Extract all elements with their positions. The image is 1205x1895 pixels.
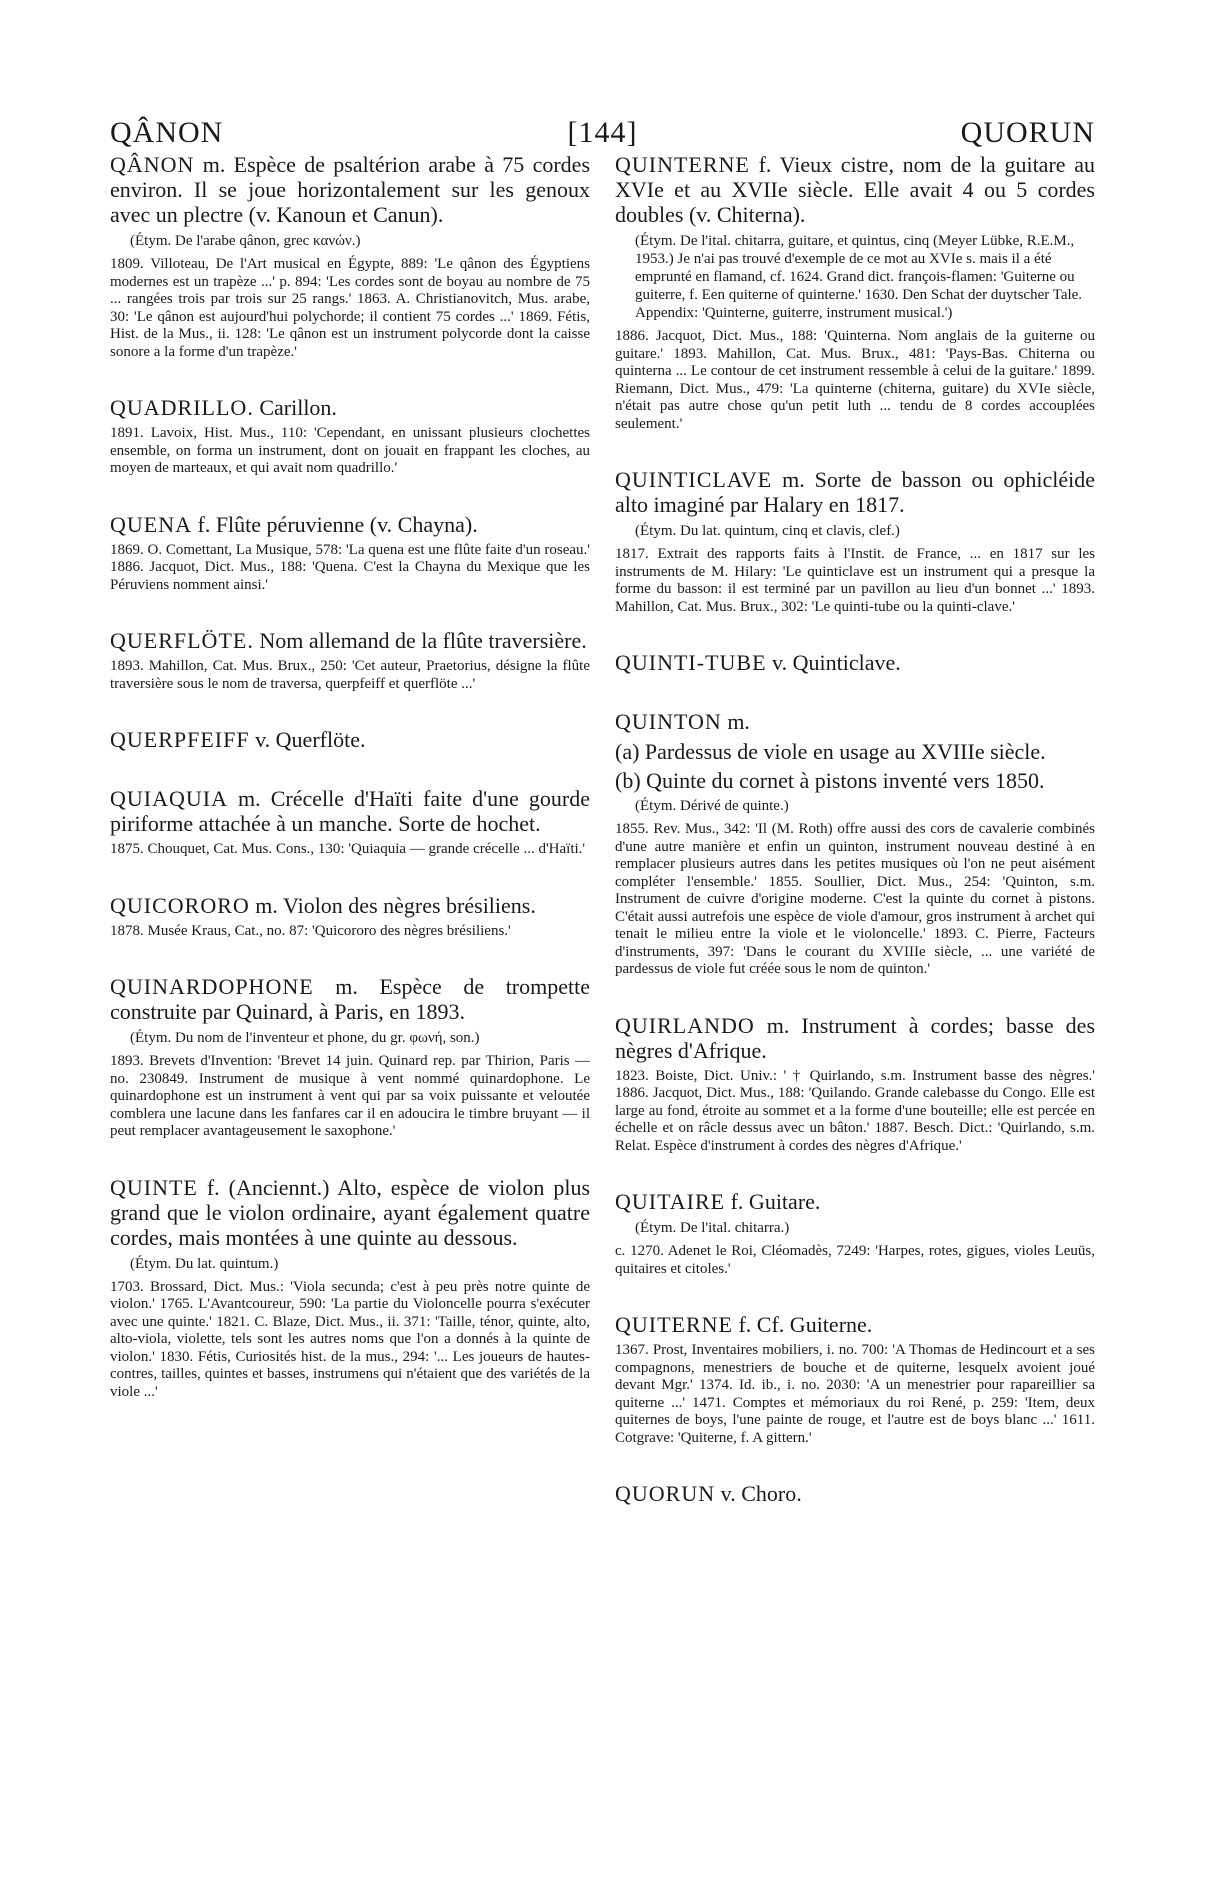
headword: QUENA xyxy=(110,511,192,537)
citations: 1878. Musée Kraus, Cat., no. 87: 'Quicororo des nègres brésiliens.' xyxy=(110,922,511,939)
entry-quinardophone xyxy=(110,974,590,1141)
definition: Carillon. xyxy=(259,395,337,420)
entry-quiaquia xyxy=(110,786,590,859)
citations: 1869. O. Comettant, La Musique, 578: 'La quena est une flûte faite d'un roseau.' 1886. Jacquot, Dict. Mus., 188: 'Quena. C'est la Chayna du Mexique que les Péruviens nomment ainsi.' xyxy=(110,541,590,593)
definition: v. Querflöte. xyxy=(255,727,366,752)
etymology: (Étym. De l'ital. chitarra.) xyxy=(635,1220,790,1236)
definition: m. Instrument à cordes; basse des nègres d'Afrique. xyxy=(615,1012,1096,1063)
headword: QUINTON xyxy=(615,709,722,734)
definition: m. xyxy=(727,709,750,734)
citations: 1891. Lavoix, Hist. Mus., 110: 'Cependant, en unissant plusieurs clochettes ensemble, on forma un instrument, dont on jouait en frappant les cloches, au moyen de marteaux, et qui avait nom quadrillo.' xyxy=(110,425,590,476)
headword: QUINTI-TUBE xyxy=(615,650,767,675)
headword: QUERPFEIFF xyxy=(110,727,250,752)
definition: v. Quinticlave. xyxy=(772,650,901,675)
citations: 1875. Chouquet, Cat. Mus. Cons., 130: 'Quiaquia — grande crécelle ... d'Haïti.' xyxy=(110,841,586,857)
headword: QUINTERNE xyxy=(615,152,750,177)
sense-b: (b) Quinte du cornet à pistons inventé vers 1850. xyxy=(615,768,1045,793)
entry-quiterne xyxy=(615,1312,1095,1447)
headword: QUIRLANDO xyxy=(615,1012,755,1038)
etymology: (Étym. Dérivé de quinte.) xyxy=(635,798,789,814)
entry-qanon xyxy=(110,152,590,361)
headword: QUINTICLAVE xyxy=(615,467,773,492)
etymology: (Étym. De l'arabe qânon, grec κανών.) xyxy=(130,233,361,249)
definition: m. Crécelle d'Haïti faite d'une gourde piriforme attachée à un manche. Sorte de hochet. xyxy=(110,786,591,836)
headword: QUERFLÖTE. xyxy=(110,628,254,653)
definition: f. Vieux cistre, nom de la guitare au XVIe et au XVIIe siècle. Elle avait 4 ou 5 cordes doubles (v. Chiterna). xyxy=(615,152,1095,227)
citations: 1823. Boiste, Dict. Univ.: ' † Quirlando, s.m. Instrument basse des nègres.' 1886. Jacquot, Dict. Mus., 188: 'Quilando. Grande calebasse du Congo. Elle est large au fond, étroite au sommet et a la forme d'une bouteille; elle est percée en échelle et on râcle dessus avec un bâton.' 1887. Besch. Dict.: 'Quirlando, s.m. Relat. Espèce d'instrument à cordes des nègres d'Afrique.' xyxy=(615,1067,1095,1154)
headword: QUICORORO xyxy=(110,892,250,918)
headword: QUORUN xyxy=(615,1481,716,1506)
headword: QUADRILLO. xyxy=(110,395,254,420)
headword: QÂNON xyxy=(110,152,195,177)
definition: f. (Anciennt.) Alto, espèce de violon plus grand que le violon ordinaire, ayant également quatre cordes, mais montées à une quinte au dessous. xyxy=(110,1174,591,1250)
entry-quinterne xyxy=(615,152,1095,433)
etymology: (Étym. Du lat. quintum, cinq et clavis, clef.) xyxy=(635,523,900,539)
definition: f. Guitare. xyxy=(730,1189,821,1214)
etymology: (Étym. De l'ital. chitarra, guitare, et quintus, cinq (Meyer Lübke, R.E.M., 1953.) Je n'ai pas trouvé d'exemple de ce mot au XVIe s. mais il a été emprunté en flamand, cf. 1624. Grand dict. françois-flamen: 'Guiterne ou guiterre, f. Een quiterne of quinterne.' 1630. Den Schat der duytscher Tale. Appendix: 'Quinterne, guiterre, instrument musical.') xyxy=(635,233,1083,321)
entry-quena xyxy=(110,512,590,595)
citations: 1367. Prost, Inventaires mobiliers, i. no. 700: 'A Thomas de Hedincourt et a ses compagnons, menestriers de bouche et de quiterne, lesquelx avoient joué devant Mgr.' 1374. Id. ib., i. no. 2030: 'A un menestrier pour rapareillier sa quiterne ...' 1471. Comptes et mémoriaux du roi René, p. 259: 'Item, deux quiternes de boys, l'une painte de rouge, et l'autre est de boys blanc ...' 1611. Cotgrave: 'Quiterne, f. A gittern.' xyxy=(615,1342,1095,1446)
entry-quinticlave xyxy=(615,467,1095,616)
entry-quicororo xyxy=(110,893,590,941)
entry-quorun xyxy=(615,1481,1095,1506)
etymology: (Étym. Du lat. quintum.) xyxy=(130,1255,279,1272)
definition: m. Espèce de psaltérion arabe à 75 cordes environ. Il se joue horizontalement sur les genoux avec un plectre (v. Kanoun et Canun). xyxy=(110,152,590,227)
entry-quinti-tube xyxy=(615,650,1095,675)
entry-quadrillo xyxy=(110,395,590,478)
entry-quirlando xyxy=(615,1013,1095,1156)
citations: 1809. Villoteau, De l'Art musical en Égypte, 889: 'Le qânon des Égyptiens modernes est un trapèze ...' p. 894: 'Les cordes sont de boyau au nombre de 75 ... rangées trois par trois sur 25 rangs.' 1863. A. Christianovitch, Mus. arabe, 30: 'Le qânon est aujourd'hui polychorde; il contient 75 cordes ...' 1869. Fétis, Hist. de la Mus., ii. 128: 'Le qânon est un instrument polycorde dont la caisse sonore a la forme d'un trapèze.' xyxy=(110,256,590,360)
definition: f. Flûte péruvienne (v. Chayna). xyxy=(197,511,478,537)
entry-quitaire xyxy=(615,1189,1095,1278)
sense-a: (a) Pardessus de viole en usage au XVIIIe siècle. xyxy=(615,739,1046,764)
entry-querflote xyxy=(110,628,590,693)
definition: m. Violon des nègres brésiliens. xyxy=(255,892,536,918)
etymology: (Étym. Du nom de l'inventeur et phone, du gr. φωνή, son.) xyxy=(130,1030,480,1046)
entry-quinton xyxy=(615,709,1095,979)
headword: QUINARDOPHONE xyxy=(110,974,314,999)
citations: c. 1270. Adenet le Roi, Cléomadès, 7249: 'Harpes, rotes, gigues, violes Leuüs, quitaires et citoles.' xyxy=(615,1243,1095,1277)
citations: 1893. Mahillon, Cat. Mus. Brux., 250: 'Cet auteur, Praetorius, désigne la flûte traversière sous le nom de traversa, querpfeiff et querflöte ...' xyxy=(110,658,590,692)
headword: QUINTE xyxy=(110,1174,198,1200)
definition: v. Choro. xyxy=(720,1481,802,1506)
citations: 1886. Jacquot, Dict. Mus., 188: 'Quinterna. Nom anglais de la guiterne ou guitare.' 1893. Mahillon, Cat. Mus. Brux., 481: 'Pays-Bas. Chiterna ou quinterna ... Le contour de cet instrument ressemble à celui de la guitare.' 1899. Riemann, Dict. Mus., 479: 'La quinterne (chiterna, guitare) du XVIe siècle, n'était pas autre chose qu'un petit luth ... tendu de 8 cordes accouplées seulement.' xyxy=(615,328,1095,432)
headword: QUIAQUIA xyxy=(110,786,228,811)
citations: 1893. Brevets d'Invention: 'Brevet 14 juin. Quinard rep. par Thirion, Paris — no. 230849. Instrument de musique à vent nommé quinardophone. Le quinardophone est un instrument à vent qui par sa voix puissante et veloutée comblera une lacune dans les fanfares car il en adoucira le timbre bruyant — il peut remplacer avantageusement le saxophone.' xyxy=(110,1053,590,1139)
entry-querpfeiff xyxy=(110,727,590,752)
page-number: [144] xyxy=(567,116,638,149)
definition: m. Sorte de basson ou ophicléide alto imaginé par Halary en 1817. xyxy=(615,467,1095,517)
citations: 1855. Rev. Mus., 342: 'Il (M. Roth) offre aussi des cors de cavalerie combinés d'une autre manière et enfin un quinton, instrument nouveau destiné à en remplacer plusieurs autres dans les petites musiques où l'on ne peut aisément compléter l'ensemble.' 1855. Soullier, Dict. Mus., 254: 'Quinton, s.m. Instrument de cuivre d'origine moderne. C'est la quinte du cornet à pistons. C'était aussi autrefois une espèce de viole d'amour, gros instrument à archet qui tenait le milieu entre la viole et le violoncelle.' 1893. C. Pierre, Facteurs d'instruments, 397: 'Dans le courant du XVIIIe siècle, ... une variété de pardessus de viole fut créée sous le nom de quinton.' xyxy=(615,821,1095,977)
definition: f. Cf. Guiterne. xyxy=(738,1312,873,1337)
citations: 1703. Brossard, Dict. Mus.: 'Viola secunda; c'est à peu près notre quinte de violon.' 1765. L'Avantcoureur, 590: 'La partie du Violoncelle pourra s'exécuter avec une quinte.' 1821. C. Blaze, Dict. Mus., ii. 371: 'Taille, ténor, quinte, alto, alto-viola, violette, tels sont les autres noms que l'on a donnés à la quinte de violon.' 1830. Fétis, Curiosités hist. de la mus., 294: '... Les joueurs de hautes-contres, tailles, quintes et basses, instrumens qui n'étaient que des variétés de la viole ...' xyxy=(110,1278,590,1400)
definition: m. Espèce de trompette construite par Quinard, à Paris, en 1893. xyxy=(110,974,590,1024)
headword: QUITAIRE xyxy=(615,1189,726,1214)
left-column xyxy=(110,152,590,1435)
running-head-right: QUORUN xyxy=(960,116,1095,149)
headword: QUITERNE xyxy=(615,1312,733,1337)
running-head xyxy=(110,100,1095,150)
right-column xyxy=(615,152,1095,1540)
entry-quinte xyxy=(110,1175,590,1402)
running-head-left: QÂNON xyxy=(110,116,224,149)
citations: 1817. Extrait des rapports faits à l'Instit. de France, ... en 1817 sur les instruments de M. Hilary: 'Le quinticlave est un instrument qui a presque la forme du basson: il est terminé par un pavillon au lieu d'un bonnet ...' 1893. Mahillon, Cat. Mus. Brux., 302: 'Le quinti-tube ou la quinti-clave.' xyxy=(615,546,1095,615)
definition: Nom allemand de la flûte traversière. xyxy=(259,628,587,653)
